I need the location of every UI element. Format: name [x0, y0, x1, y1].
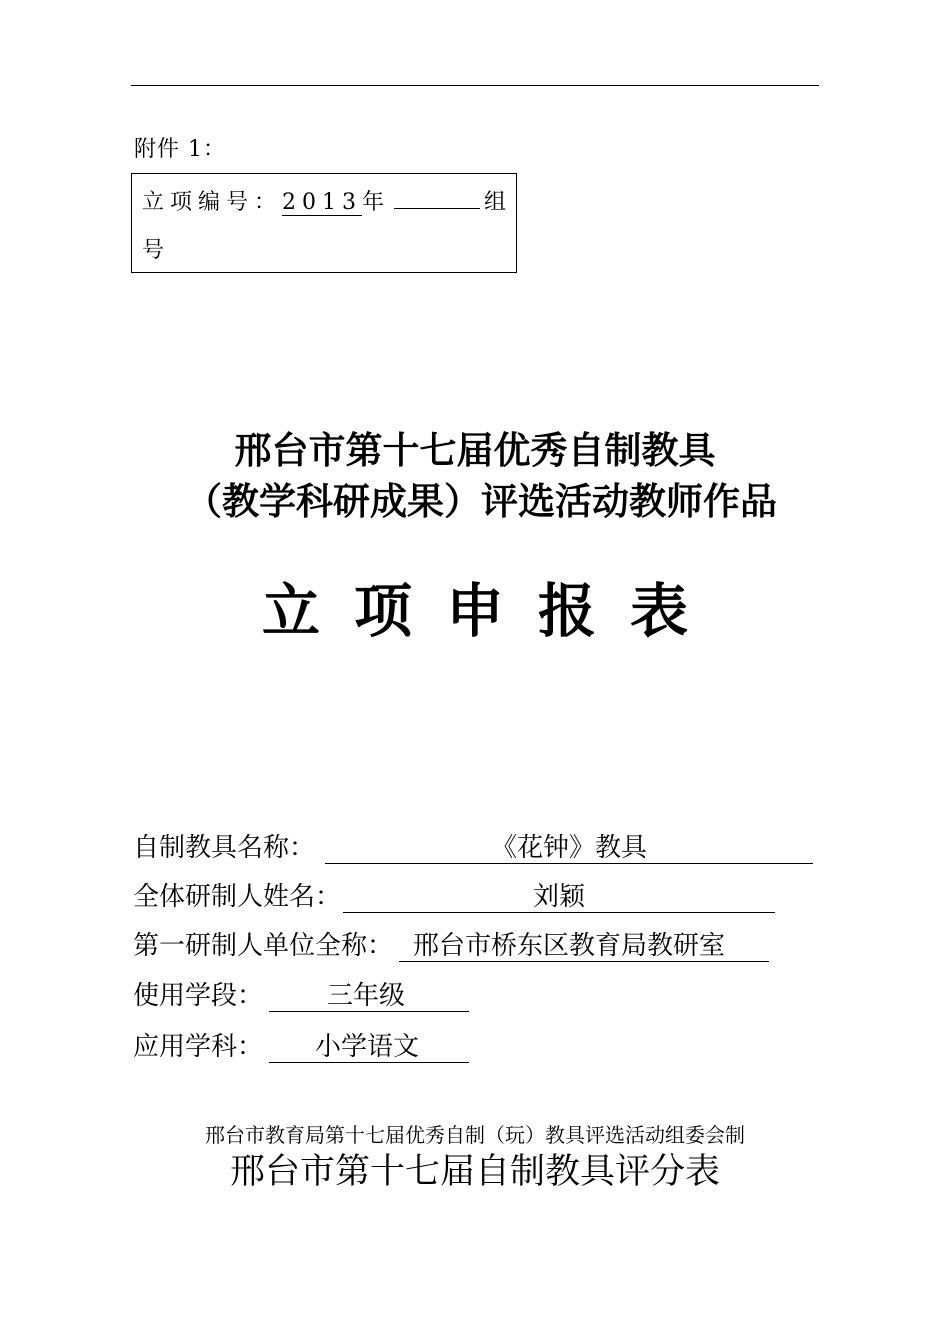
field-value-grade-level[interactable]: 三年级	[269, 981, 469, 1012]
field-label: 应用学科：	[133, 1032, 264, 1062]
project-number-suffix-line: 号	[142, 238, 165, 263]
field-label: 全体研制人姓名：	[133, 882, 342, 912]
header-rule	[131, 85, 819, 86]
field-value-subject[interactable]: 小学语文	[269, 1032, 469, 1063]
field-grade-level	[133, 979, 469, 1013]
attachment-label: 附件 1：	[134, 137, 226, 162]
title-line-2: （教学科研成果）评选活动教师作品	[185, 479, 777, 523]
field-value-first-developer-unit[interactable]: 邢台市桥东区教育局教研室	[399, 931, 769, 962]
field-label: 自制教具名称：	[133, 833, 316, 863]
title-line-1: 邢台市第十七届优秀自制教具	[234, 428, 716, 472]
organizer-note: 邢台市教育局第十七届优秀自制（玩）教具评选活动组委会制	[205, 1123, 745, 1147]
score-table-title: 邢台市第十七届自制教具评分表	[229, 1152, 720, 1192]
project-number-box	[131, 173, 517, 273]
field-value-developers[interactable]: 刘颖	[343, 882, 775, 913]
main-title: 立项申报表	[261, 577, 722, 645]
field-value-teaching-aid-name[interactable]: 《花钟》教具	[325, 833, 813, 864]
project-group-suffix: 组	[484, 190, 513, 215]
project-year-unit: 年	[362, 190, 391, 215]
project-number-label: 立项编号：	[142, 190, 283, 215]
field-label: 使用学段：	[133, 981, 264, 1011]
project-group-blank[interactable]	[394, 188, 480, 209]
field-teaching-aid-name	[133, 831, 813, 865]
field-label: 第一研制人单位全称：	[133, 931, 394, 961]
field-subject	[133, 1030, 469, 1064]
project-number-line	[142, 188, 512, 218]
project-year-value[interactable]: 2013	[282, 190, 363, 215]
field-first-developer-unit	[133, 929, 769, 963]
field-developers	[133, 880, 775, 914]
